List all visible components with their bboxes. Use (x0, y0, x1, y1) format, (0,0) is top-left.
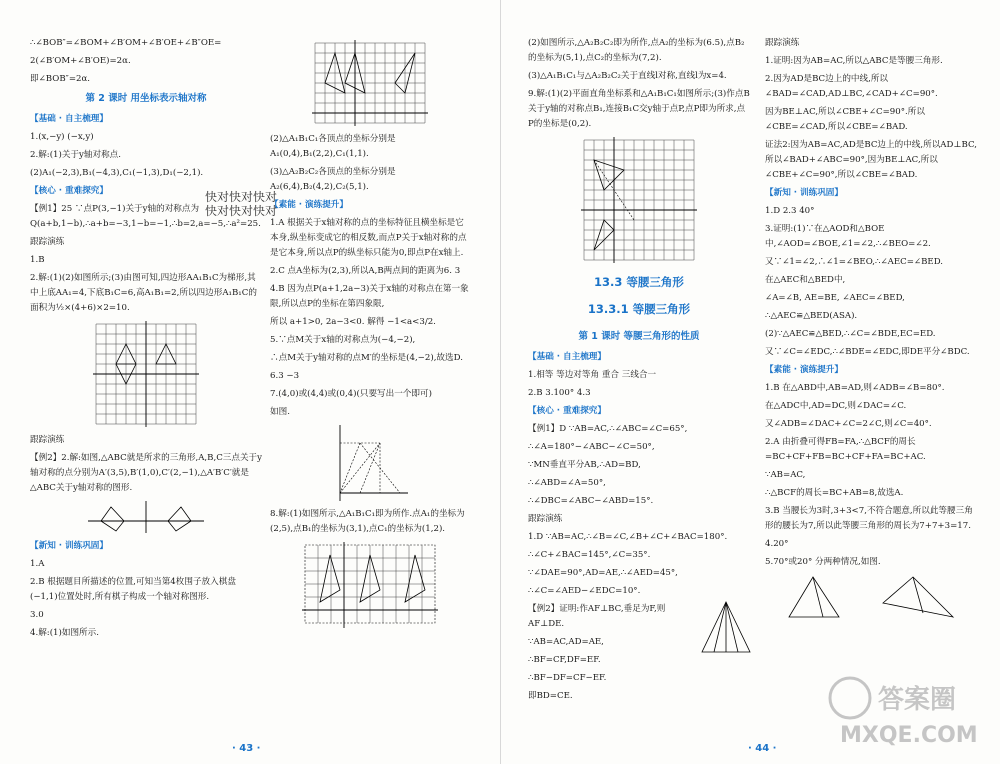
grid-figure-1 (91, 319, 201, 429)
lesson-title: 第 1 课时 等腰三角形的性质 (578, 331, 700, 342)
answer-line: 在△ADC中,AD=DC,则∠DAC=∠C. (765, 401, 907, 411)
text-line: 即∠BOB″=2α. (30, 74, 91, 84)
answer-line: ∴△BCF的周长=BC+AB=8,故选A. (765, 488, 904, 498)
answer-line: 2.因为AD是BC边上的中线,所以∠BAD=∠CAD,AD⊥BC,∠CAD+∠C=90°. (765, 74, 938, 99)
answer-line: 1.相等 等边对等角 重合 三线合一 (528, 370, 657, 380)
section-heading: 【新知 · 训练巩固】 (765, 188, 843, 198)
section-heading: 【新知 · 训练巩固】 (30, 541, 108, 551)
answer-line: 1.D ∵AB=AC,∴∠B=∠C,∠B+∠C+∠BAC=180°. (528, 532, 728, 542)
section-heading: 【素能 · 演练提升】 (765, 365, 843, 375)
answer-line: 所以 a+1>0, 2a−3<0. 解得 −1<a<3/2. (270, 317, 436, 327)
left-column-2 (270, 36, 470, 634)
two-triangles-figure (783, 573, 963, 623)
overlay-text (205, 190, 277, 218)
chapter-title: 13.3 等腰三角形 (594, 275, 684, 289)
lesson-title: 第 2 课时 用坐标表示轴对称 (85, 93, 207, 104)
answer-line: 1.A 根据关于x轴对称的点的坐标特征且横坐标是它本身,纵坐标变成它的相反数,而点P关于x轴对称的点是它本身,所以点P的纵坐标只能为0,即点P在x轴上. (270, 218, 467, 258)
example-text: 【例2】证明:作AF⊥BC,垂足为F,则AF⊥DE. (528, 604, 666, 629)
answer-line: 2.B 根据题目所描述的位置,可知当第4枚围子放入棋盘(−1,1)位置处时,所有棋子构成一个轴对称图形. (30, 577, 236, 602)
answer-line: (3)△A₂B₂C₂各顶点的坐标分别是A₂(6,4),B₂(4,2),C₂(5,1). (270, 167, 396, 192)
right-column-2 (765, 36, 980, 627)
answer-line: 证法2:因为AB=AC,AD是BC边上的中线,所以AD⊥BC,所以∠BAD+∠ABC=90°,因为BE⊥AC,所以∠CBE+∠C=90°,所以∠CBE=∠BAD. (765, 140, 977, 180)
answer-line: 1.B 在△ABD中,AB=AD,则∠ADB=∠B=80°. (765, 383, 945, 393)
answer-line: 5.70°或20° 分两种情况,如图. (765, 557, 881, 567)
answer-line: 1.D 2.3 40° (765, 206, 815, 216)
watermark-logo (820, 670, 990, 750)
answer-line: 如图. (270, 407, 290, 417)
answer-line: 3.0 (30, 610, 44, 620)
answer-line: ∴点M关于y轴对称的点M′的坐标是(4,−2),故选D. (270, 353, 463, 363)
overlay-line: 快对快对快对 (205, 190, 278, 204)
answer-line: (2)∵△AEC≌△BED,∴∠C=∠BDE,EC=ED. (765, 329, 936, 339)
section-heading: 【素能 · 演练提升】 (270, 200, 348, 210)
answer-line: 1.A (30, 559, 45, 569)
subheading: 跟踪演练 (30, 237, 65, 247)
left-column-1 (30, 36, 262, 644)
answer-line: 又∵∠C=∠EDC,∴∠BDE=∠EDC,即DE平分∠BDC. (765, 347, 970, 357)
answer-line: ∵∠DAE=90°,AD=AE,∴∠AED=45°, (528, 568, 678, 578)
example-text: ∴∠A=180°−∠ABC−∠C=50°, (528, 442, 655, 452)
answer-line: 4.20° (765, 539, 789, 549)
answer-line: 9.解:(1)(2)平面直角坐标系和△A₁B₁C₁如图所示;(3)作点B关于y轴的对称点B₁,连接B₁C交y轴于点P,点P即为所求,点P的坐标是(0,2). (528, 89, 750, 129)
example-text: ∵MN垂直平分AB,∴AD=BD, (528, 460, 641, 470)
answer-line: 5.∵点M关于x轴的对称点为(−4,−2), (270, 335, 416, 345)
watermark-top-text: 答案圈 (878, 685, 957, 715)
answer-line: 4.B 因为点P(a+1,2a−3)关于x轴的对称点在第一象限,所以点P的坐标在第四象限, (270, 284, 469, 309)
answer-line: (2)如图所示,△A₂B₂C₂即为所作,点A₂的坐标为(6.5),点B₂的坐标为(5,1),点C₂的坐标为(7,2). (528, 38, 745, 63)
answer-line: ∴∠C+∠BAC=145°,∠C=35°. (528, 550, 651, 560)
answer-line: 1.B (30, 255, 45, 265)
answer-line: ∴△AEC≌△BED(ASA). (765, 311, 858, 321)
answer-line: 又∵∠1=∠2,∴∠1=∠BEO,∴∠AEC=∠BED. (765, 257, 944, 267)
subheading: 跟踪演练 (30, 435, 65, 445)
example-text: ∴BF=CF,DF=EF. (528, 655, 601, 665)
answer-line: 4.解:(1)如图所示. (30, 628, 99, 638)
answer-line: ∵AB=AC, (765, 470, 806, 480)
subheading: 跟踪演练 (528, 514, 563, 524)
answer-line: 因为BE⊥AC,所以∠CBE+∠C=90°.所以∠CBE=∠CAD,所以∠CBE=∠BAD. (765, 107, 925, 132)
example-text: 即BD=CE. (528, 691, 573, 701)
text-line: 2(∠B′OM+∠B′OE)=2α. (30, 56, 131, 66)
overlay-line: 快对快对快对 (205, 204, 278, 218)
answer-line: ∠A=∠B, AE=BE, ∠AEC=∠BED, (765, 293, 905, 303)
answer-line: 2.解:(1)(2)如图所示;(3)由图可知,四边形AA₁B₁C为梯形,其中上底AA₁=4,下底B₁C=6,高A₁B₁=2,所以四边形A₁B₁C的面积为½×(4+6)×2=10. (30, 273, 257, 313)
text-line: ∴∠BOB″=∠BOM+∠B′OM+∠B′OE+∠B″OE= (30, 38, 222, 48)
example-text: 【例1】D ∵AB=AC,∴∠ABC=∠C=65°, (528, 424, 688, 434)
grid-figure-2 (310, 38, 430, 128)
section-heading: 【基础 · 自主梳理】 (528, 352, 606, 362)
right-column-1 (528, 36, 750, 707)
answer-line: 6.3 −3 (270, 371, 300, 381)
example-text: ∵AB=AC,AD=AE, (528, 637, 604, 647)
answer-line: 在△AEC和△BED中, (765, 275, 846, 285)
section-heading: 【核心 · 重难探究】 (528, 406, 606, 416)
subheading: 跟踪演练 (765, 38, 800, 48)
rhombus-figure (330, 423, 410, 503)
answer-line: 3.B 当腰长为3时,3+3<7,不符合题意,所以此等腰三角形的腰长为7,所以此等腰三角形的周长为7+7+3=17. (765, 506, 973, 531)
page-number: · 44 · (748, 743, 777, 754)
answer-line: 2.A 由折叠可得FB=FA,∴△BCF的周长=BC+CF+FB=BC+CF+FA=BC+AC. (765, 437, 926, 462)
answer-line: 3.证明:(1)∵在△AOD和△BOE中,∠AOD=∠BOE,∠1=∠2,∴∠BEO=∠2. (765, 224, 931, 249)
example-2-block (528, 602, 750, 704)
example-text: 【例1】25 ∵点P(3,−1)关于y轴的对称点为Q(a+b,1−b),∴a+b=−3,1−b=−1,∴b=2,a=−5,∴a²=25. (30, 204, 261, 229)
example-text: ∴BF−DF=CF−EF. (528, 673, 607, 683)
answer-line: ∴∠C=∠AED−∠EDC=10°. (528, 586, 641, 596)
answer-line: 2.B 3.100° 4.3 (528, 388, 591, 398)
answer-line: 7.(4,0)或(4,4)或(0,4)(只要写出一个即可) (270, 389, 432, 399)
section-title: 13.3.1 等腰三角形 (587, 302, 691, 316)
axis-figure (86, 499, 206, 535)
answer-line: 又∠ADB=∠DAC+∠C=2∠C,则∠C=40°. (765, 419, 932, 429)
answer-line: (2)△A₁B₁C₁各顶点的坐标分别是A₁(0,4),B₁(2,2),C₁(1,1). (270, 134, 396, 159)
answer-line: 1.(x,−y) (−x,y) (30, 132, 94, 142)
example-text: 【例2】2.解:如图,△ABC就是所求的三角形,A,B,C三点关于y轴对称的点分别为A′(3,5),B′(1,0),C′(2,−1),△A′B′C′就是△ABC关于y轴对称的图形. (30, 453, 262, 493)
example-text: ∴∠ABD=∠A=50°, (528, 478, 606, 488)
answer-line: 8.解:(1)如图所示,△A₁B₁C₁即为所作.点A₁的坐标为(2,5),点B₁的坐标为(3,1),点C₁的坐标为(1,2). (270, 509, 465, 534)
section-heading: 【核心 · 重难探究】 (30, 186, 108, 196)
right-page (500, 0, 1000, 764)
example-text: ∴∠DBC=∠ABC−∠ABD=15°. (528, 496, 654, 506)
answer-line: 2.C 点A坐标为(2,3),所以A,B两点间的距离为6. 3 (270, 266, 461, 276)
isosceles-figure (698, 598, 754, 660)
section-heading: 【基础 · 自主梳理】 (30, 114, 108, 124)
watermark-bottom-text: MXQE.COM (840, 723, 978, 748)
answer-line: 1.证明:因为AB=AC,所以△ABC是等腰三角形. (765, 56, 943, 66)
answer-line: 2.解:(1)关于y轴对称点. (30, 150, 122, 160)
grid-figure-4 (579, 135, 699, 265)
answer-line: (2)A₁(−2,3),B₁(−4,3),C₁(−1,3),D₁(−2,1). (30, 168, 204, 178)
page-number: · 43 · (232, 743, 261, 754)
answer-line: (3)△A₁B₁C₁与△A₂B₂C₂关于直线l对称,直线l为x=4. (528, 71, 727, 81)
grid-figure-3 (300, 540, 440, 630)
